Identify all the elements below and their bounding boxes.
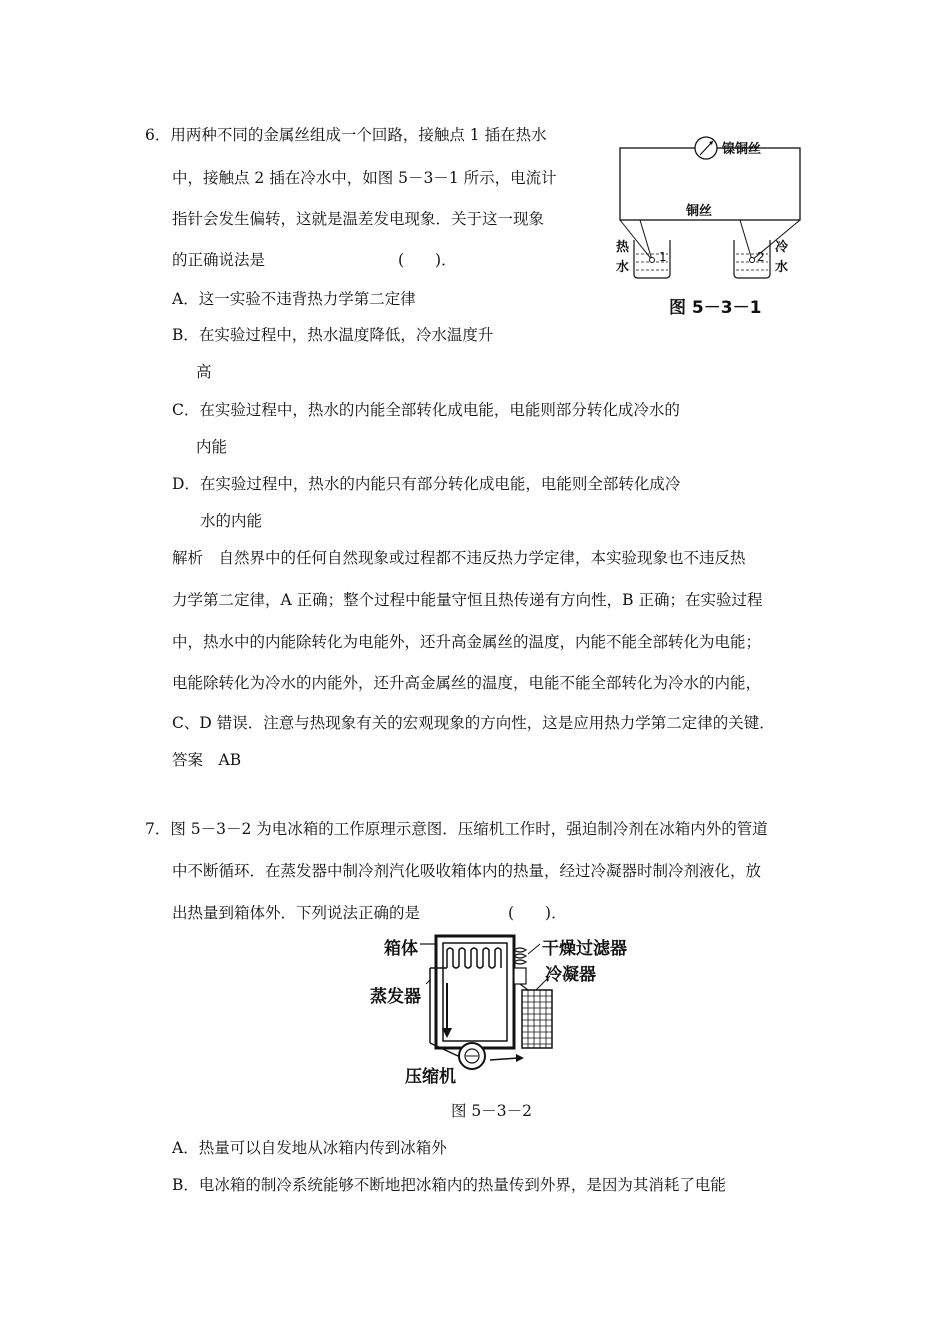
flow-arrow-right (490, 1058, 518, 1060)
q6-option-c-line-1: C．在实验过程中，热水的内能全部转化成电能，电能则部分转化成冷水的 (172, 401, 680, 419)
q6-stem-line-2: 中，接触点 2 插在冷水中，如图 5－3－1 所示，电流计 (172, 169, 557, 187)
filter-drier (514, 968, 526, 984)
label-hot-2: 水 (616, 260, 630, 275)
q6-option-c-line-2: 内能 (196, 438, 228, 456)
label-nickel-copper-wire: 镍铜丝 (722, 142, 762, 157)
q6-stem-line-4: 的正确说法是 (172, 251, 266, 269)
q6-analysis-line-5: C、D 错误．注意与热现象有关的宏观现象的方向性，这是应用热力学第二定律的关键． (172, 714, 775, 732)
contact-point-1 (650, 258, 655, 263)
q7-stem-line-2: 中不断循环．在蒸发器中制冷剂汽化吸收箱体内的热量，经过冷凝器时制冷剂液化，放 (172, 862, 762, 880)
evaporator-coil (447, 948, 501, 968)
condenser-coil (522, 990, 552, 1048)
q7-option-a: A．热量可以自发地从冰箱内传到冰箱外 (172, 1139, 447, 1157)
label-filter-drier: 干燥过滤器 (542, 939, 627, 959)
q6-analysis-line-2: 力学第二定律，A 正确；整个过程中能量守恒且热传递有方向性，B 正确；在实验过程 (172, 591, 763, 609)
label-condenser: 冷凝器 (545, 965, 596, 985)
q7-answer-blank: ( )． (508, 904, 567, 922)
q7-stem-line-3: 出热量到箱体外．下列说法正确的是 (172, 904, 421, 922)
label-compressor: 压缩机 (405, 1067, 456, 1087)
q6-analysis-line-1: 解析 自然界中的任何自然现象或过程都不违反热力学定律，本实验现象也不违反热 (172, 549, 746, 567)
label-hot-1: 热 (616, 240, 630, 255)
q6-option-b-line-1: B．在实验过程中，热水温度降低，冷水温度升 (172, 326, 494, 344)
q6-analysis-line-3: 中，热水中的内能除转化为电能外，还升高金属丝的温度，内能不能全部转化为电能； (172, 633, 762, 651)
figure-5-3-1-caption: 图 5－3－1 (669, 298, 762, 318)
label-cold-1: 冷 (775, 240, 789, 255)
q6-option-a: A．这一实验不违背热力学第二定律 (172, 290, 416, 308)
q6-option-d-line-2: 水的内能 (200, 512, 263, 530)
q6-answer: 答案 AB (172, 751, 242, 769)
figure-refrigerator (350, 928, 630, 1087)
label-evaporator: 蒸发器 (370, 987, 421, 1007)
q6-answer-blank: ( )． (398, 251, 457, 269)
thermocouple-diagram (612, 128, 812, 318)
q7-stem-line-1: 7．图 5－3－2 为电冰箱的工作原理示意图．压缩机工作时，强迫制冷剂在冰箱内外的管道 (145, 820, 768, 838)
capillary-coil (514, 948, 526, 964)
q6-analysis-line-4: 电能除转化为冷水的内能外，还升高金属丝的温度，电能不能全部转化为冷水的内能， (172, 674, 762, 692)
contact-point-2 (750, 258, 755, 263)
label-cabinet: 箱体 (384, 939, 418, 959)
q6-option-b-line-2: 高 (196, 363, 212, 381)
q6-option-d-line-1: D．在实验过程中，热水的内能只有部分转化成电能，电能则全部转化成冷 (172, 475, 681, 493)
label-copper-wire: 铜丝 (686, 204, 713, 219)
q6-stem-line-1: 6．用两种不同的金属丝组成一个回路，接触点 1 插在热水 (145, 126, 547, 144)
label-point-1: 1 (659, 250, 667, 264)
q7-option-b: B．电冰箱的制冷系统能够不断地把冰箱内的热量传到外界，是因为其消耗了电能 (172, 1176, 726, 1194)
q6-stem-line-3: 指针会发生偏转，这就是温差发电现象．关于这一现象 (172, 210, 545, 228)
figure-5-3-2-caption: 图 5－3－2 (451, 1102, 533, 1120)
label-point-2: 2 (757, 250, 765, 264)
label-cold-2: 水 (775, 260, 789, 275)
figure-thermocouple (612, 128, 812, 318)
